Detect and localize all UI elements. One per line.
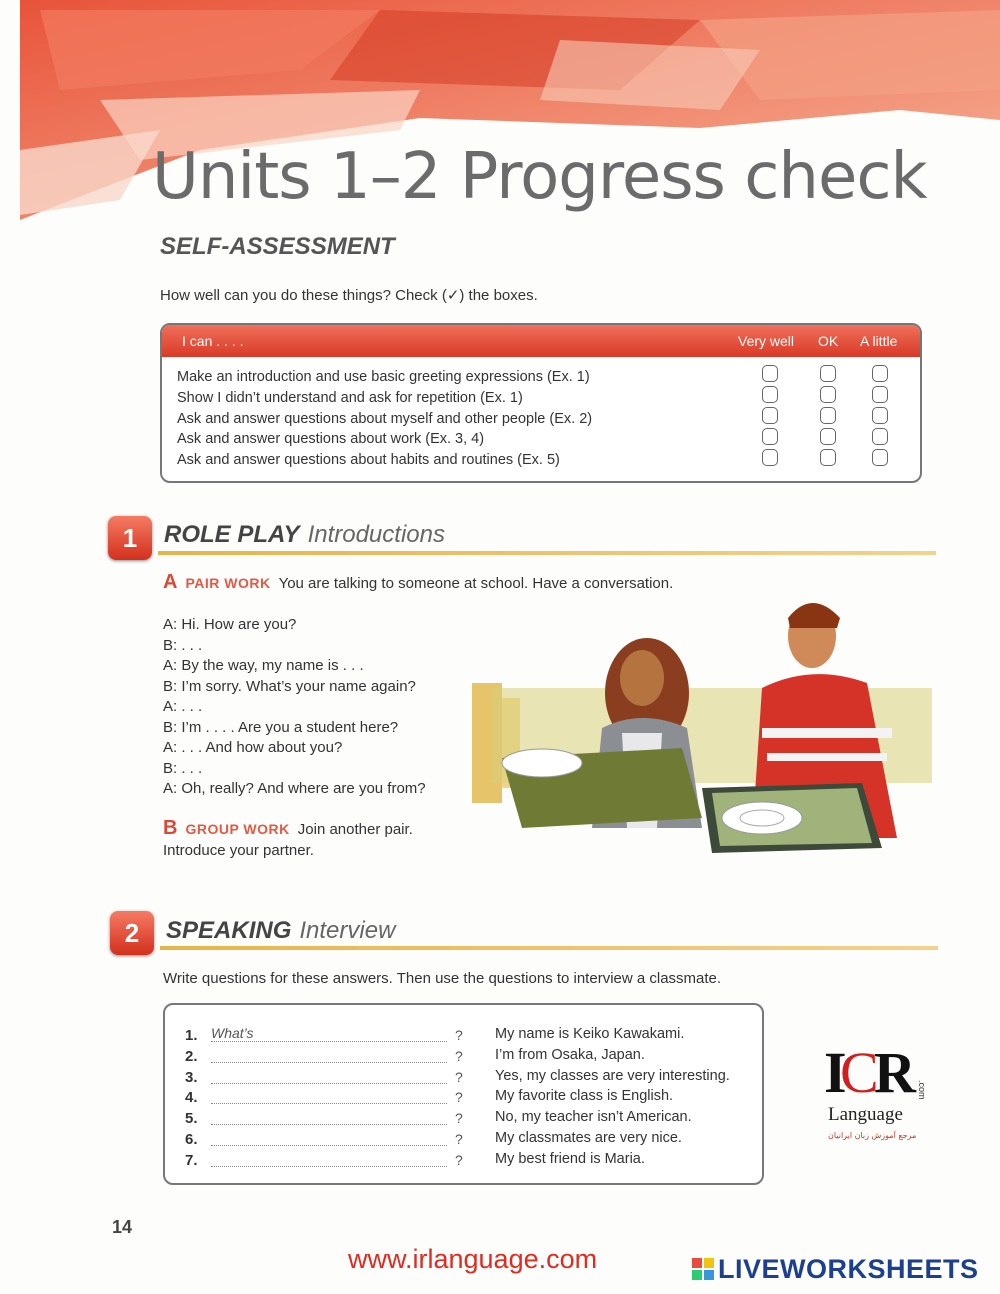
assessment-item: Ask and answer questions about work (Ex. 3, 4) [177, 431, 485, 447]
dialogue-line: A: . . . [163, 698, 203, 715]
question-mark: ? [455, 1048, 463, 1064]
pair-work-tag: PAIR WORK [185, 575, 271, 591]
question-number: 2. [185, 1048, 198, 1065]
section-divider [158, 551, 936, 555]
question-input[interactable] [211, 1046, 447, 1063]
question-number: 5. [185, 1110, 198, 1127]
cafeteria-illustration [462, 588, 942, 878]
instruction-text: How well can you do these things? Check (✓) the boxes. [160, 287, 538, 304]
checkbox-very-well[interactable] [762, 407, 778, 424]
dialogue-line: B: . . . [163, 760, 203, 777]
dialogue-line: A: Oh, really? And where are you from? [163, 780, 426, 797]
answer-text: I’m from Osaka, Japan. [495, 1047, 645, 1063]
answer-text: My classmates are very nice. [495, 1130, 682, 1146]
question-input[interactable] [211, 1025, 447, 1042]
dialogue-line: A: By the way, my name is . . . [163, 657, 364, 674]
part-letter: B [163, 817, 178, 839]
svg-text:C: C [840, 1040, 879, 1105]
question-number: 1. [185, 1027, 198, 1044]
question-input[interactable] [211, 1108, 447, 1125]
liveworksheets-brand[interactable] [692, 1254, 979, 1285]
logo-persian: مرجع آموزش زبان ایرانیان [828, 1131, 917, 1140]
section-2-instruction: Write questions for these answers. Then use the questions to interview a classmate. [163, 970, 722, 987]
part-b-text-2: Introduce your partner. [163, 842, 314, 859]
question-mark: ? [455, 1089, 463, 1105]
question-mark: ? [455, 1027, 463, 1043]
answer-text: My name is Keiko Kawakami. [495, 1026, 685, 1042]
self-assessment-table [160, 323, 922, 483]
part-letter: A [163, 571, 178, 593]
checkbox-a-little[interactable] [872, 386, 888, 403]
irlanguage-logo [822, 1040, 937, 1150]
page-title: Units 1–2 Progress check [152, 140, 927, 214]
header-label: I can . . . . [182, 333, 244, 349]
checkbox-a-little[interactable] [872, 449, 888, 466]
section-2-title [166, 917, 395, 945]
question-number: 6. [185, 1131, 198, 1148]
question-input[interactable] [211, 1129, 447, 1146]
section-2-number: 2 [110, 911, 154, 955]
checkbox-ok[interactable] [820, 365, 836, 382]
answer-text: No, my teacher isn’t American. [495, 1109, 692, 1125]
question-prefill: What’s [211, 1025, 254, 1041]
section-1-title [164, 521, 445, 549]
assessment-item: Show I didn’t understand and ask for repetition (Ex. 1) [177, 390, 523, 406]
section-divider [160, 946, 938, 950]
svg-text:R: R [874, 1040, 916, 1105]
assessment-item: Make an introduction and use basic greeting expressions (Ex. 1) [177, 369, 590, 385]
section-title-light: Interview [299, 917, 396, 944]
section-title-light: Introductions [307, 521, 445, 548]
table-header [162, 325, 920, 357]
checkbox-a-little[interactable] [872, 365, 888, 382]
column-ok: OK [818, 333, 839, 349]
assessment-item: Ask and answer questions about habits and routines (Ex. 5) [177, 452, 560, 468]
question-mark: ? [455, 1069, 463, 1085]
dialogue-line: B: I’m sorry. What’s your name again? [163, 678, 416, 695]
checkbox-a-little[interactable] [872, 407, 888, 424]
checkbox-ok[interactable] [820, 428, 836, 445]
question-number: 3. [185, 1069, 198, 1086]
checkbox-very-well[interactable] [762, 449, 778, 466]
question-mark: ? [455, 1152, 463, 1168]
checkbox-very-well[interactable] [762, 428, 778, 445]
section-title-bold: ROLE PLAY [164, 521, 300, 548]
checkbox-very-well[interactable] [762, 365, 778, 382]
answer-text: Yes, my classes are very interesting. [495, 1068, 730, 1084]
question-number: 4. [185, 1089, 198, 1106]
assessment-item: Ask and answer questions about myself and other people (Ex. 2) [177, 411, 593, 427]
logo-com: .com [917, 1080, 927, 1100]
question-number: 7. [185, 1152, 198, 1169]
part-a-text: You are talking to someone at school. Have a conversation. [278, 575, 674, 592]
dialogue-line: B: I’m . . . . Are you a student here? [163, 719, 399, 736]
column-very-well: Very well [738, 333, 795, 349]
dialogue-line: A: . . . And how about you? [163, 739, 343, 756]
dialogue-line: B: . . . [163, 637, 203, 654]
dialogue-line: A: Hi. How are you? [163, 616, 297, 633]
logo-language: Language [828, 1104, 903, 1125]
section-subtitle: SELF-ASSESSMENT [160, 233, 395, 260]
question-input[interactable] [211, 1067, 447, 1084]
answer-text: My favorite class is English. [495, 1088, 674, 1104]
question-input[interactable] [211, 1150, 447, 1167]
brand-text: LIVEWORKSHEETS [718, 1254, 979, 1284]
svg-text:I: I [824, 1040, 847, 1105]
part-b-instruction [163, 817, 413, 840]
question-mark: ? [455, 1110, 463, 1126]
checkbox-ok[interactable] [820, 407, 836, 424]
section-1-number: 1 [108, 516, 152, 560]
website-url[interactable]: www.irlanguage.com [348, 1244, 598, 1274]
questions-box [163, 1003, 764, 1185]
page-number: 14 [112, 1217, 133, 1237]
question-input[interactable] [211, 1087, 447, 1104]
question-mark: ? [455, 1131, 463, 1147]
checkbox-very-well[interactable] [762, 386, 778, 403]
checkbox-ok[interactable] [820, 449, 836, 466]
answer-text: My best friend is Maria. [495, 1151, 645, 1167]
part-b-text: Join another pair. [297, 821, 413, 838]
checkbox-ok[interactable] [820, 386, 836, 403]
liveworksheets-icon [692, 1258, 714, 1280]
column-a-little: A little [860, 333, 898, 349]
checkbox-a-little[interactable] [872, 428, 888, 445]
group-work-tag: GROUP WORK [185, 821, 290, 837]
section-title-bold: SPEAKING [166, 917, 292, 944]
